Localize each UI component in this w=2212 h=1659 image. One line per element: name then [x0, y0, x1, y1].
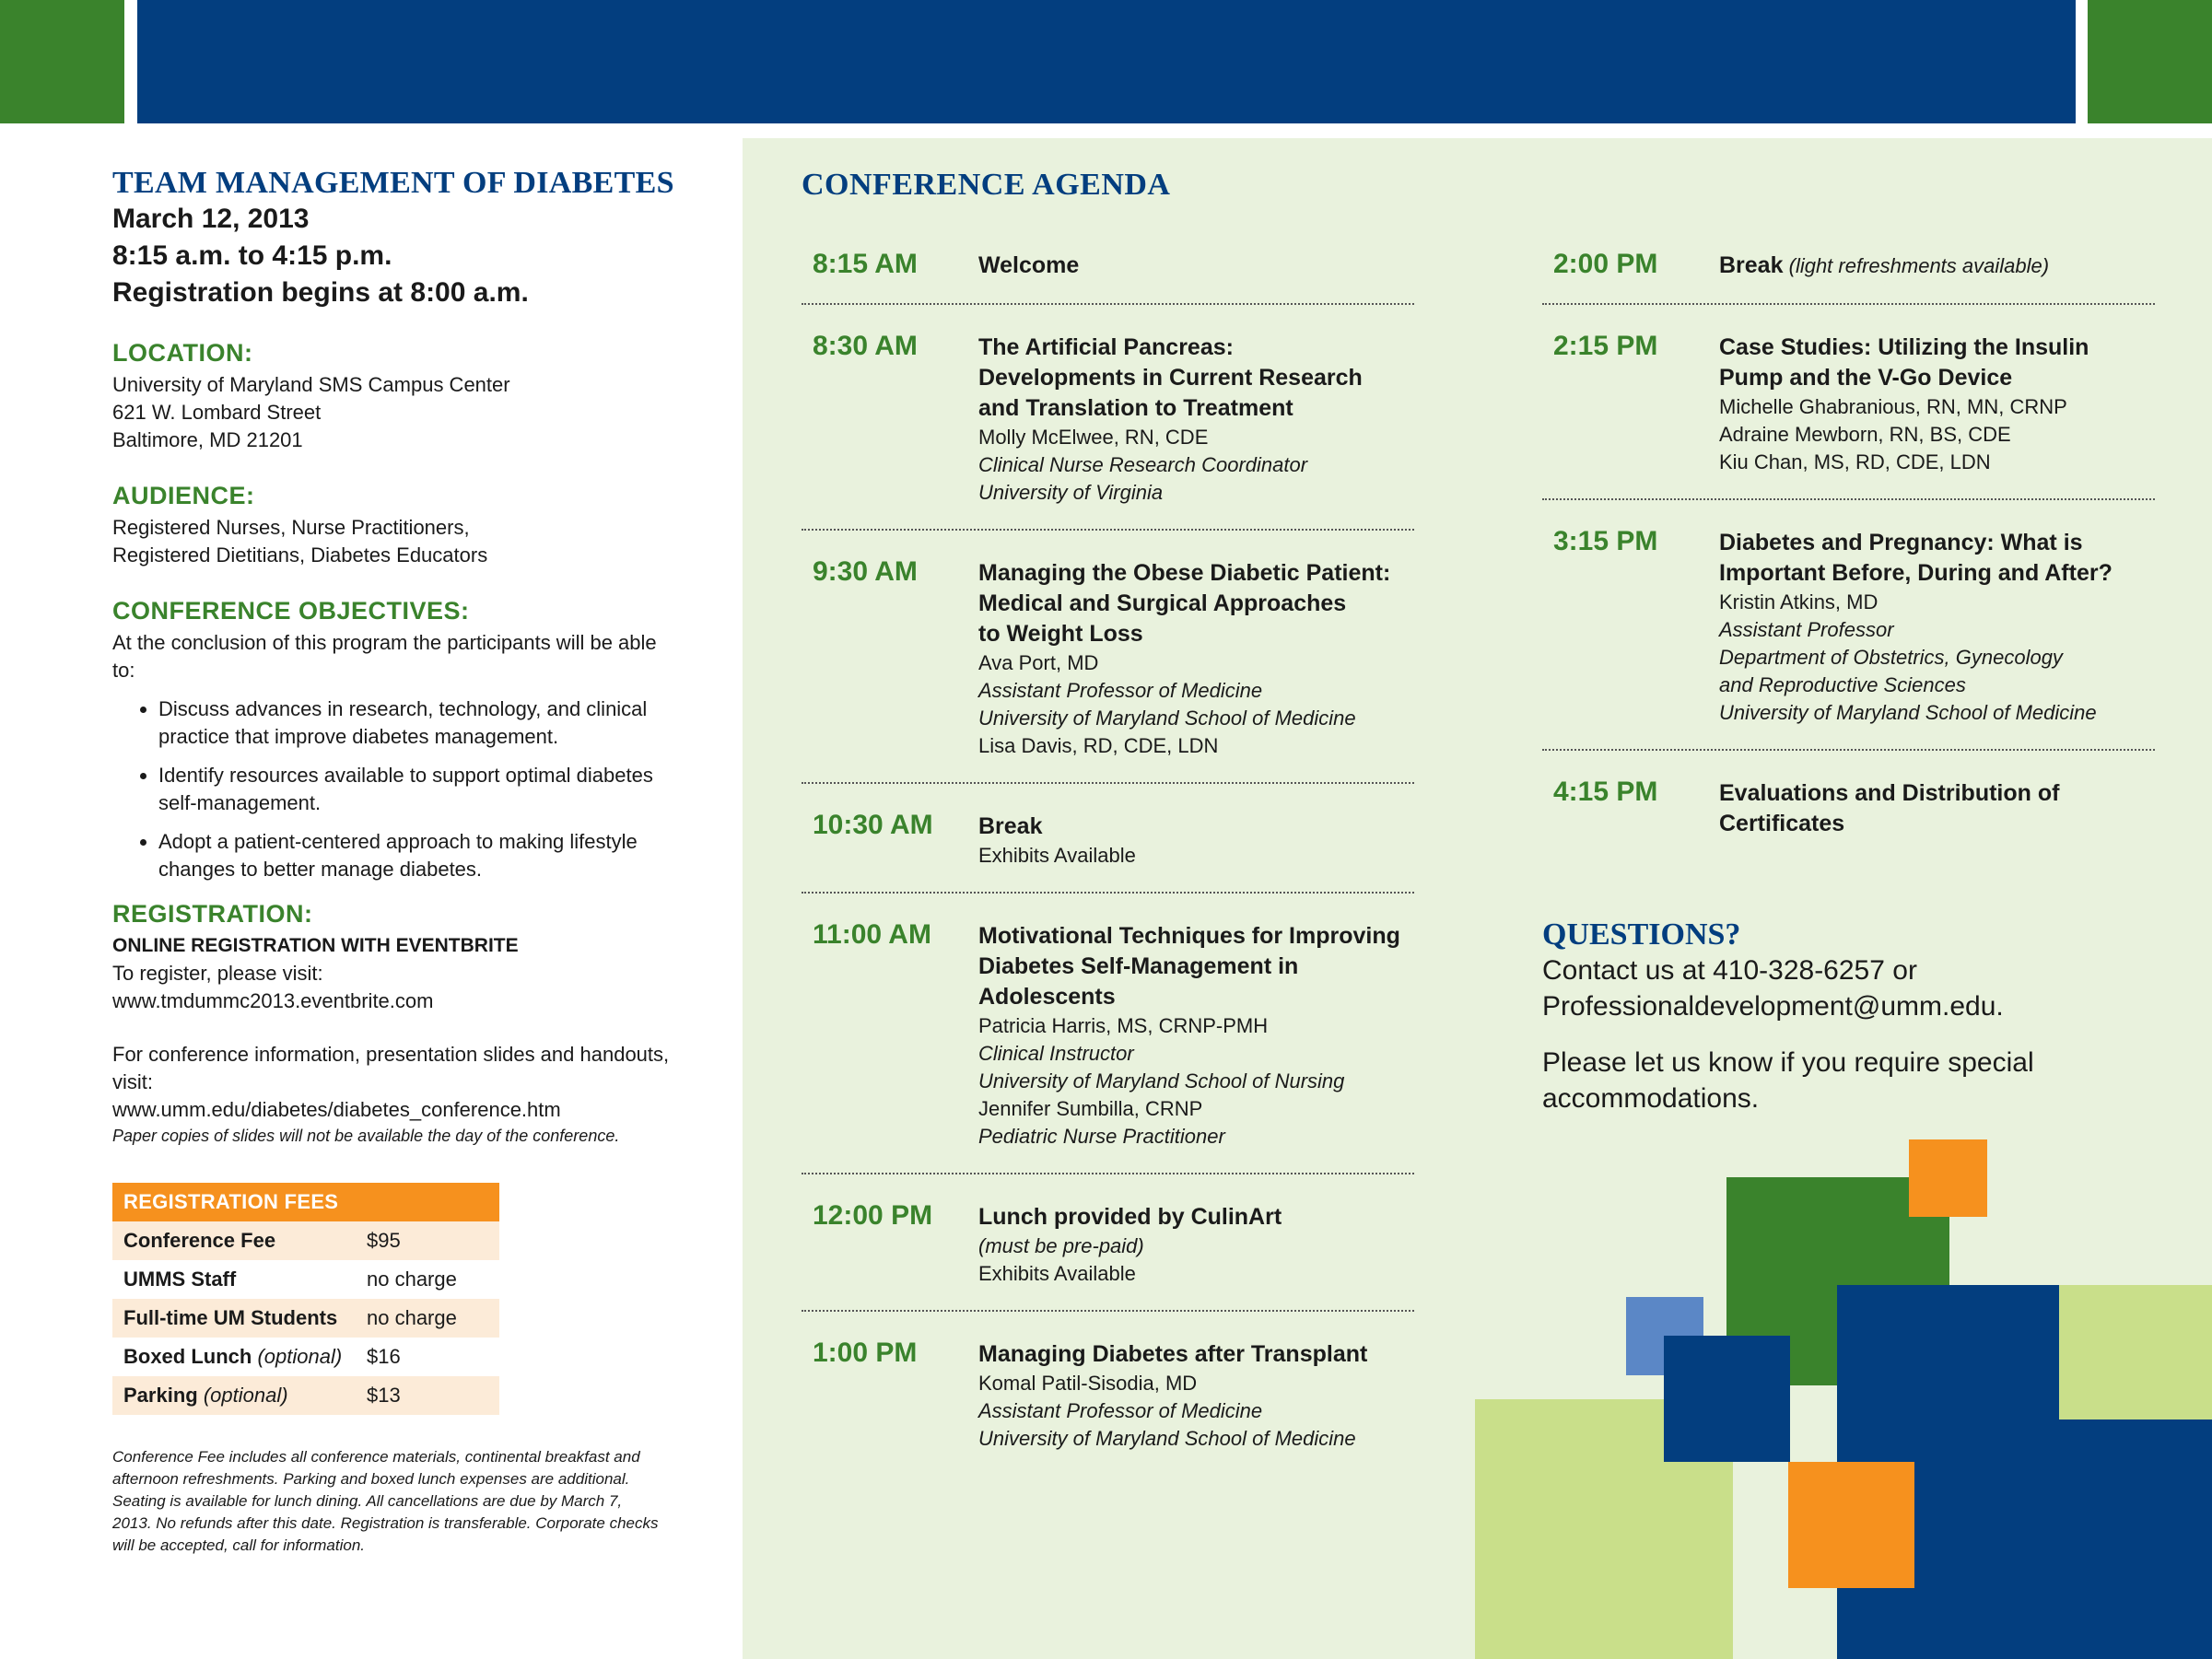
agenda-session-title: Adolescents	[978, 984, 1116, 1010]
agenda-speaker-line: Adraine Mewborn, RN, BS, CDE	[1719, 423, 2011, 446]
objectives-list	[112, 695, 684, 883]
agenda-time: 2:00 PM	[1553, 249, 1658, 279]
location-line: Baltimore, MD 21201	[112, 428, 303, 451]
registration-begins: Registration begins at 8:00 a.m.	[112, 277, 529, 308]
agenda-speaker-line: Exhibits Available	[978, 844, 1136, 867]
objective-item: • Discuss advances in research, technology, and clinical practice that improve diabetes management.	[158, 695, 684, 751]
agenda-speaker-line: Exhibits Available	[978, 1262, 1136, 1285]
agenda-session-title: Lunch provided by CulinArt	[978, 1204, 1282, 1230]
fee-row	[112, 1221, 499, 1260]
registration-heading: REGISTRATION:	[112, 900, 313, 928]
agenda-time: 1:00 PM	[813, 1338, 918, 1368]
objectives-heading: CONFERENCE OBJECTIVES:	[112, 597, 470, 625]
decor-square-lightgreen-right	[2059, 1285, 2212, 1419]
agenda-description	[978, 810, 1414, 870]
agenda-item	[802, 329, 1414, 531]
agenda-item	[802, 808, 1414, 894]
agenda-session-title: Case Studies: Utilizing the Insulin	[1719, 334, 2089, 360]
fee-row	[112, 1376, 499, 1415]
location-line: 621 W. Lombard Street	[112, 401, 322, 424]
agenda-time: 9:30 AM	[813, 556, 918, 587]
agenda-description	[1719, 331, 2155, 476]
registration-visit: To register, please visit:	[112, 962, 323, 985]
agenda-speaker-line: Kiu Chan, MS, RD, CDE, LDN	[1719, 450, 1991, 473]
agenda-column-left	[802, 247, 1414, 1499]
agenda-speaker-line: Michelle Ghabranious, RN, MN, CRNP	[1719, 395, 2067, 418]
agenda-title: CONFERENCE AGENDA	[802, 168, 1171, 202]
agenda-item	[802, 1198, 1414, 1312]
page-title: TEAM MANAGEMENT OF DIABETES	[112, 166, 674, 200]
agenda-speaker-line: Komal Patil-Sisodia, MD	[978, 1372, 1198, 1395]
agenda-speaker-line: Jennifer Sumbilla, CRNP	[978, 1097, 1203, 1120]
agenda-session-title: Welcome	[978, 252, 1080, 278]
conference-info-text: For conference information, presentation slides and handouts, visit:	[112, 1043, 670, 1093]
agenda-column-right	[1542, 247, 2155, 885]
agenda-item	[1542, 329, 2155, 500]
fee-value: no charge	[367, 1268, 457, 1291]
agenda-speaker-line: University of Virginia	[978, 481, 1164, 504]
agenda-speaker-line: Molly McElwee, RN, CDE	[978, 426, 1209, 449]
questions-block	[1542, 917, 2169, 1116]
fee-value: $16	[367, 1345, 401, 1368]
agenda-description	[1719, 526, 2155, 727]
audience-heading: AUDIENCE:	[112, 482, 255, 509]
agenda-speaker-line: (must be pre-paid)	[978, 1234, 1144, 1257]
agenda-time: 8:15 AM	[813, 249, 918, 279]
agenda-session-title: Certificates	[1719, 811, 1845, 836]
agenda-session-title: The Artificial Pancreas:	[978, 334, 1234, 360]
agenda-time: 10:30 AM	[813, 810, 933, 840]
objective-item: • Adopt a patient-centered approach to making lifestyle changes to better manage diabetes.	[158, 828, 684, 883]
fee-row	[112, 1338, 499, 1376]
fee-label: Boxed Lunch (optional)	[123, 1345, 343, 1368]
agenda-description	[978, 1338, 1414, 1453]
agenda-description	[978, 331, 1414, 507]
agenda-session-title: Managing the Obese Diabetic Patient:	[978, 560, 1391, 586]
agenda-item	[802, 1336, 1414, 1475]
agenda-session-title: Important Before, During and After?	[1719, 560, 2113, 586]
special-accommodations-line: Please let us know if you require special	[1542, 1047, 2034, 1078]
questions-heading: QUESTIONS?	[1542, 917, 1741, 952]
agenda-description	[978, 919, 1414, 1151]
fee-value: $95	[356, 1221, 499, 1260]
fees-heading: REGISTRATION FEES	[112, 1183, 499, 1221]
agenda-session-title: Diabetes Self-Management in	[978, 953, 1299, 979]
agenda-description	[978, 249, 1414, 281]
fee-value: no charge	[356, 1299, 499, 1338]
fee-label: Parking (optional)	[112, 1376, 356, 1415]
fee-label: Conference Fee	[112, 1221, 356, 1260]
agenda-session-title: Break (light refreshments available)	[1719, 252, 2050, 278]
agenda-item	[802, 247, 1414, 305]
fee-fine-print: Conference Fee includes all conference materials, continental breakfast and afternoon refreshments. Parking and boxed lunch expenses are additional. Seating is available for lunch dining. All cancellations are due by March 7, 2013. No refunds after this date. Registration is transferable. Corporate checks will be accepted, call for information.	[112, 1448, 659, 1554]
agenda-speaker-line: Patricia Harris, MS, CRNP-PMH	[978, 1014, 1269, 1037]
agenda-speaker-line: and Reproductive Sciences	[1719, 673, 1966, 696]
agenda-panel	[743, 138, 2212, 1659]
fee-row	[112, 1299, 499, 1338]
contact-line: Contact us at 410-328-6257 or	[1542, 955, 1917, 986]
decor-square-blue-small	[1664, 1336, 1790, 1462]
contact-email-link[interactable]: Professionaldevelopment@umm.edu.	[1542, 991, 2004, 1022]
event-date: March 12, 2013	[112, 204, 310, 234]
agenda-item	[1542, 775, 2155, 861]
agenda-time: 12:00 PM	[813, 1200, 933, 1231]
decor-square-orange-bottom	[1788, 1462, 1914, 1588]
agenda-time: 4:15 PM	[1553, 777, 1658, 807]
agenda-speaker-line: Clinical Nurse Research Coordinator	[978, 453, 1308, 476]
registration-fees-table	[112, 1183, 499, 1415]
left-column	[112, 166, 684, 1572]
agenda-session-title: and Translation to Treatment	[978, 395, 1293, 421]
decor-square-blue-large-ext	[2059, 1419, 2212, 1659]
conference-info-url-link[interactable]: www.umm.edu/diabetes/diabetes_conference.htm	[112, 1098, 561, 1121]
agenda-session-title: Break	[978, 813, 1043, 839]
agenda-speaker-line: Ava Port, MD	[978, 651, 1099, 674]
agenda-time: 3:15 PM	[1553, 526, 1658, 556]
agenda-speaker-line: University of Maryland School of Nursing	[978, 1069, 1345, 1092]
agenda-item	[802, 917, 1414, 1174]
agenda-speaker-line: Department of Obstetrics, Gynecology	[1719, 646, 2063, 669]
agenda-description	[1719, 777, 2155, 839]
special-accommodations-line: accommodations.	[1542, 1083, 1760, 1114]
banner-green-left	[0, 0, 124, 123]
objective-item: • Identify resources available to support optimal diabetes self-management.	[158, 762, 684, 817]
registration-subheading: ONLINE REGISTRATION WITH EVENTBRITE	[112, 935, 519, 956]
location-heading: LOCATION:	[112, 339, 253, 367]
agenda-speaker-line: University of Maryland School of Medicine	[1719, 701, 2097, 724]
fee-value: $13	[356, 1376, 499, 1415]
agenda-session-title: Managing Diabetes after Transplant	[978, 1341, 1368, 1367]
fee-row	[112, 1260, 499, 1299]
objectives-intro: At the conclusion of this program the participants will be able to:	[112, 631, 657, 682]
agenda-session-title: to Weight Loss	[978, 621, 1143, 647]
banner-blue	[137, 0, 2076, 123]
agenda-speaker-line: Clinical Instructor	[978, 1042, 1134, 1065]
agenda-time: 2:15 PM	[1553, 331, 1658, 361]
agenda-session-title: Medical and Surgical Approaches	[978, 590, 1347, 616]
agenda-speaker-line: Assistant Professor of Medicine	[978, 1399, 1263, 1422]
agenda-speaker-line: Lisa Davis, RD, CDE, LDN	[978, 734, 1219, 757]
agenda-item	[1542, 247, 2155, 305]
agenda-speaker-line: Assistant Professor of Medicine	[978, 679, 1263, 702]
location-line: University of Maryland SMS Campus Center	[112, 373, 510, 396]
agenda-speaker-line: University of Maryland School of Medicine	[978, 707, 1356, 730]
agenda-time: 11:00 AM	[813, 919, 931, 950]
agenda-session-title: Diabetes and Pregnancy: What is	[1719, 530, 2083, 555]
agenda-speaker-line: Kristin Atkins, MD	[1719, 590, 1878, 613]
fee-label: UMMS Staff	[123, 1268, 237, 1291]
agenda-item	[802, 555, 1414, 784]
agenda-description	[978, 1200, 1414, 1288]
agenda-speaker-line: Assistant Professor	[1719, 618, 1894, 641]
agenda-speaker-line: Pediatric Nurse Practitioner	[978, 1125, 1225, 1148]
agenda-time: 8:30 AM	[813, 331, 918, 361]
agenda-description	[978, 556, 1414, 760]
registration-url-link[interactable]: www.tmdummc2013.eventbrite.com	[112, 989, 434, 1012]
decor-square-orange-top	[1909, 1139, 1987, 1217]
audience-line: Registered Nurses, Nurse Practitioners,	[112, 516, 470, 539]
banner-green-right	[2088, 0, 2212, 123]
agenda-session-note: (light refreshments available)	[1783, 254, 2050, 277]
agenda-session-title: Developments in Current Research	[978, 365, 1363, 391]
agenda-description	[1719, 249, 2155, 281]
agenda-session-title: Evaluations and Distribution of	[1719, 780, 2060, 806]
agenda-speaker-line: University of Maryland School of Medicine	[978, 1427, 1356, 1450]
agenda-session-title: Pump and the V-Go Device	[1719, 365, 2013, 391]
agenda-session-title: Motivational Techniques for Improving	[978, 923, 1400, 949]
agenda-item	[1542, 524, 2155, 751]
event-time: 8:15 a.m. to 4:15 p.m.	[112, 240, 392, 271]
fee-label: Full-time UM Students	[112, 1299, 356, 1338]
slides-note: Paper copies of slides will not be available the day of the conference.	[112, 1127, 620, 1145]
audience-line: Registered Dietitians, Diabetes Educators	[112, 543, 488, 567]
